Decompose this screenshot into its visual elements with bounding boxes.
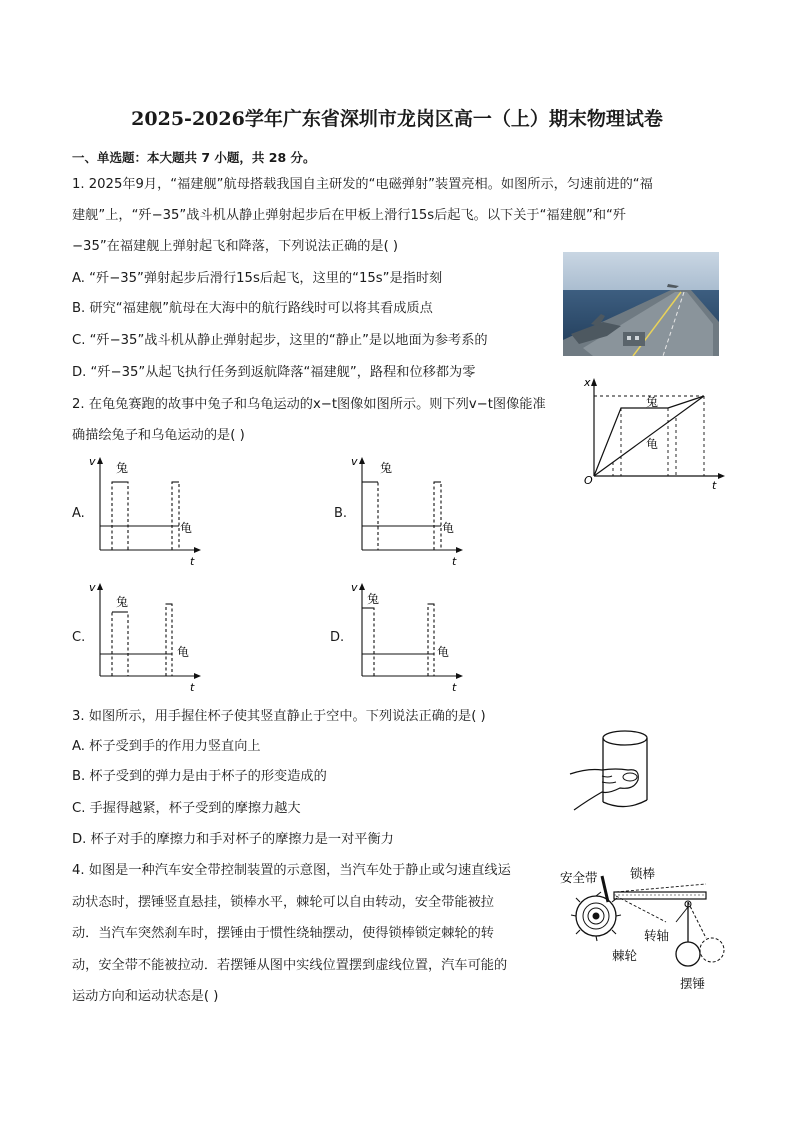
belt-label: 安全带 [560,870,598,885]
v-axis-label: v [89,455,96,468]
q3-option-a: A. 杯子受到手的作用力竖直向上 [72,739,261,754]
q1-stem-line-1: 1. 2025年9月，“福建舰”航母搭载我国自主研发的“电磁弹射”装置亮相。如图所示，匀速前进的“福 [72,177,653,192]
rabbit-label: 兔 [646,395,659,409]
turtle-label: 龟 [180,521,193,535]
q3-option-d: D. 杯子对手的摩擦力和手对杯子的摩擦力是一对平衡力 [72,832,394,847]
turtle-label: 龟 [442,521,455,535]
rabbit-label: 兔 [116,595,129,609]
q2-stem-line-1: 2. 在龟兔赛跑的故事中兔子和乌龟运动的x−t图像如图所示。则下列v−t图像能准 [72,397,546,412]
q4-stem-line-4: 动，安全带不能被拉动．若摆锤从图中实线位置摆到虚线位置，汽车可能的 [72,958,508,973]
pendulum-bob [676,942,700,966]
rabbit-label: 兔 [380,461,393,475]
v-axis-label: v [89,581,96,594]
q2-option-a-graph [86,452,206,570]
q1-stem-line-2: 建舰”上，“歼−35”战斗机从静止弹射起步后在甲板上滑行15s后起飞。以下关于“福建舰”和“歼 [72,208,627,223]
rabbit-label: 兔 [116,461,129,475]
v-axis-label: v [351,455,358,468]
q4-stem-line-2: 动状态时，摆锤竖直悬挂，锁棒水平，棘轮可以自由转动，安全带能被拉 [72,895,494,910]
q4-stem-line-5: 运动方向和运动状态是( ) [72,989,219,1004]
q1-option-c: C. “歼−35”战斗机从静止弹射起步，这里的“静止”是以地面为参考系的 [72,333,488,348]
turtle-label: 龟 [646,437,659,451]
v-axis-label: v [351,581,358,594]
q3-option-c: C. 手握得越紧，杯子受到的摩擦力越大 [72,801,301,816]
q1-option-d: D. “歼−35”从起飞执行任务到返航降落“福建舰”，路程和位移都为零 [72,365,476,380]
q3-option-b: B. 杯子受到的弹力是由于杯子的形变造成的 [72,769,327,784]
hand-cup-figure [568,724,668,816]
pendulum-label: 摆锤 [680,976,706,991]
q3-stem: 3. 如图所示，用手握住杯子使其竖直静止于空中。下列说法正确的是( ) [72,709,486,724]
carrier-photo [563,252,719,356]
q4-stem-line-1: 4. 如图是一种汽车安全带控制装置的示意图，当汽车处于静止或匀速直线运 [72,863,511,878]
t-axis-label: t [712,479,717,492]
q2-option-a-letter: A. [72,506,85,521]
shaft-label: 转轴 [644,928,670,943]
t-axis-label: t [452,555,457,568]
t-axis-label: t [190,555,195,568]
q2-stem-line-2: 确描绘兔子和乌龟运动的是( ) [72,428,245,443]
section-heading: 一、单选题：本大题共 7 小题，共 28 分。 [72,150,316,165]
turtle-label: 龟 [177,645,190,659]
origin-label: O [584,474,593,487]
x-axis-label: x [584,376,591,389]
q2-option-c-letter: C. [72,630,86,645]
t-axis-label: t [190,681,195,694]
lock-bar-label: 锁棒 [630,866,656,881]
q4-stem-line-3: 动．当汽车突然刹车时，摆锤由于惯性绕轴摆动，使得锁棒锁定棘轮的转 [72,926,494,941]
q1-stem-line-3: −35”在福建舰上弹射起飞和降落，下列说法正确的是( ) [72,239,399,254]
ratchet-label: 棘轮 [612,948,638,963]
rabbit-label: 兔 [367,592,380,606]
q1-option-b: B. 研究“福建舰”航母在大海中的航行路线时可以将其看成质点 [72,301,433,316]
page-title: 2025-2026学年广东省深圳市龙岗区高一（上）期末物理试卷 [131,108,663,130]
q2-option-c-graph [86,578,206,696]
turtle-label: 龟 [437,645,450,659]
q2-option-b-graph [348,452,468,570]
q2-option-b-letter: B. [334,506,348,521]
q1-option-a: A. “歼−35”弹射起步后滑行15s后起飞，这里的“15s”是指时刻 [72,271,443,286]
q2-xt-graph [578,372,728,492]
q2-option-d-graph [348,578,468,696]
seatbelt-mechanism-diagram [556,862,732,994]
q2-option-d-letter: D. [330,630,345,645]
lock-bar [614,892,706,899]
t-axis-label: t [452,681,457,694]
